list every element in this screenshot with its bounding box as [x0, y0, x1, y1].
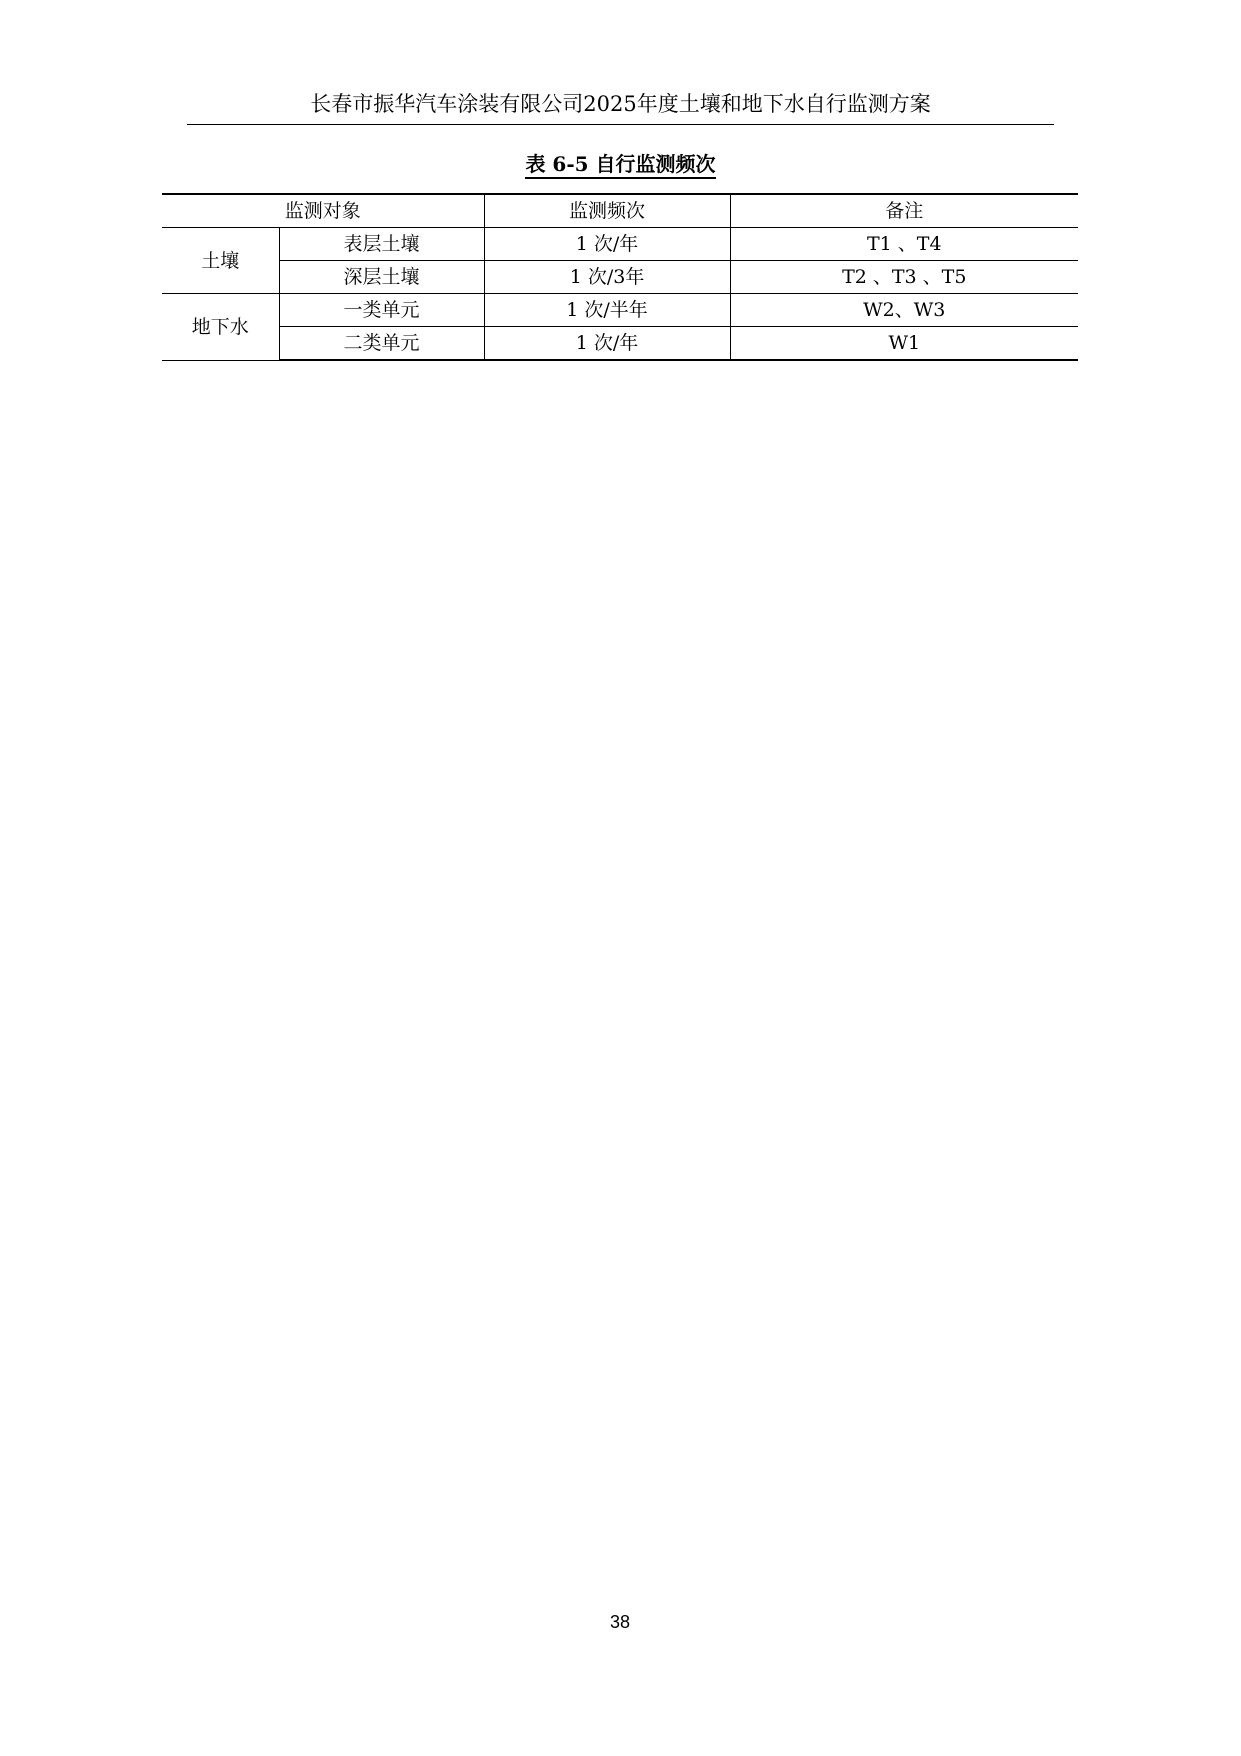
note-cell: T1 、T4 [730, 228, 1078, 261]
table-row [162, 327, 1078, 361]
table-caption-text: 表 6-5 自行监测频次 [525, 152, 715, 179]
frequency-cell: 1 次/年 [484, 327, 730, 361]
frequency-cell: 1 次/半年 [484, 294, 730, 327]
object-cell: 一类单元 [279, 294, 484, 327]
group-label-groundwater: 地下水 [162, 294, 279, 361]
table-header-row [162, 194, 1078, 228]
column-header-frequency: 监测频次 [484, 194, 730, 228]
object-cell: 表层土壤 [279, 228, 484, 261]
table-row [162, 228, 1078, 261]
page-header-title: 长春市振华汽车涂装有限公司2025年度土壤和地下水自行监测方案 [310, 92, 931, 116]
column-header-note: 备注 [730, 194, 1078, 228]
object-cell: 深层土壤 [279, 261, 484, 294]
note-cell: W2、W3 [730, 294, 1078, 327]
monitoring-frequency-table [162, 193, 1078, 361]
note-cell: T2 、T3 、T5 [730, 261, 1078, 294]
table-row [162, 261, 1078, 294]
header-divider [187, 124, 1054, 125]
note-cell: W1 [730, 327, 1078, 361]
frequency-cell: 1 次/年 [484, 228, 730, 261]
page-number: 38 [609, 1612, 631, 1632]
frequency-cell: 1 次/3年 [484, 261, 730, 294]
object-cell: 二类单元 [279, 327, 484, 361]
group-label-soil: 土壤 [162, 228, 279, 294]
table-caption [187, 151, 1054, 177]
column-header-object: 监测对象 [162, 194, 484, 228]
table-row [162, 294, 1078, 327]
